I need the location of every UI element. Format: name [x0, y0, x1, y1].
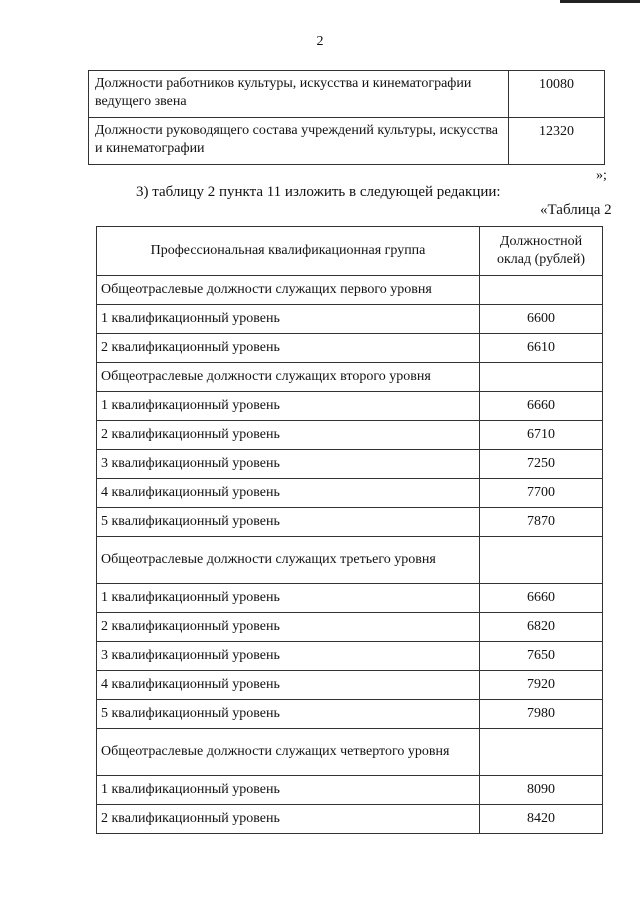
table-row: [97, 729, 603, 776]
closing-quote: »;: [596, 168, 607, 183]
table-row: [97, 584, 603, 613]
salary-value: 7700: [480, 479, 603, 508]
table-row: [97, 276, 603, 305]
page-number: 2: [316, 34, 324, 49]
salary-value: 6820: [480, 613, 603, 642]
qualification-name: 5 квалификационный уровень: [97, 700, 480, 729]
salary-value: 7650: [480, 642, 603, 671]
salary-value: 6710: [480, 421, 603, 450]
qualification-name: 4 квалификационный уровень: [97, 671, 480, 700]
table-header-row: [97, 227, 603, 276]
qualification-name: 1 квалификационный уровень: [97, 305, 480, 334]
salary-value: 8090: [480, 776, 603, 805]
qualification-name: Общеотраслевые должности служащих четвертого уровня: [97, 729, 480, 776]
table-row: [97, 671, 603, 700]
qualification-name: Общеотраслевые должности служащих третьего уровня: [97, 537, 480, 584]
salary-value: 6600: [480, 305, 603, 334]
table-caption: «Таблица 2: [540, 202, 612, 218]
position-name: Должности работников культуры, искусства и кинематографии ведущего звена: [89, 71, 509, 118]
salary-value: 7250: [480, 450, 603, 479]
qualification-name: 1 квалификационный уровень: [97, 776, 480, 805]
table-row: [97, 508, 603, 537]
table-row: [89, 71, 605, 118]
qualification-name: 3 квалификационный уровень: [97, 450, 480, 479]
column-header-group: Профессиональная квалификационная группа: [97, 227, 480, 276]
table-row: [97, 334, 603, 363]
qualification-name: 1 квалификационный уровень: [97, 392, 480, 421]
salary-value: 12320: [509, 118, 605, 165]
qualification-name: 2 квалификационный уровень: [97, 805, 480, 834]
table-row: [97, 537, 603, 584]
salary-value: [480, 276, 603, 305]
qualification-name: 3 квалификационный уровень: [97, 642, 480, 671]
position-name: Должности руководящего состава учреждений культуры, искусства и кинематографии: [89, 118, 509, 165]
qualification-name: Общеотраслевые должности служащих первого уровня: [97, 276, 480, 305]
table-row: [97, 613, 603, 642]
salary-value: 7920: [480, 671, 603, 700]
table-row: [97, 642, 603, 671]
qualification-name: 1 квалификационный уровень: [97, 584, 480, 613]
instruction-text: 3) таблицу 2 пункта 11 изложить в следующей редакции:: [136, 184, 501, 200]
table-row: [97, 363, 603, 392]
table-row: [97, 479, 603, 508]
salary-value: 7980: [480, 700, 603, 729]
salary-value: 10080: [509, 71, 605, 118]
corner-mark: [560, 0, 640, 3]
salary-value: [480, 729, 603, 776]
table-row: [97, 421, 603, 450]
table-row: [97, 700, 603, 729]
top-table: [88, 70, 605, 165]
salary-value: 6660: [480, 392, 603, 421]
salary-value: 6610: [480, 334, 603, 363]
salary-table-body: [97, 276, 603, 834]
table-row: [97, 776, 603, 805]
table-row: [89, 118, 605, 165]
salary-value: [480, 537, 603, 584]
qualification-name: 2 квалификационный уровень: [97, 334, 480, 363]
qualification-name: 2 квалификационный уровень: [97, 613, 480, 642]
table-row: [97, 805, 603, 834]
qualification-name: 5 квалификационный уровень: [97, 508, 480, 537]
salary-value: 6660: [480, 584, 603, 613]
qualification-name: Общеотраслевые должности служащих второго уровня: [97, 363, 480, 392]
table-row: [97, 305, 603, 334]
salary-value: 8420: [480, 805, 603, 834]
qualification-name: 4 квалификационный уровень: [97, 479, 480, 508]
salary-value: 7870: [480, 508, 603, 537]
qualification-name: 2 квалификационный уровень: [97, 421, 480, 450]
table-row: [97, 450, 603, 479]
salary-table: [96, 226, 603, 834]
column-header-salary: Должностной оклад (рублей): [480, 227, 603, 276]
table-row: [97, 392, 603, 421]
salary-value: [480, 363, 603, 392]
